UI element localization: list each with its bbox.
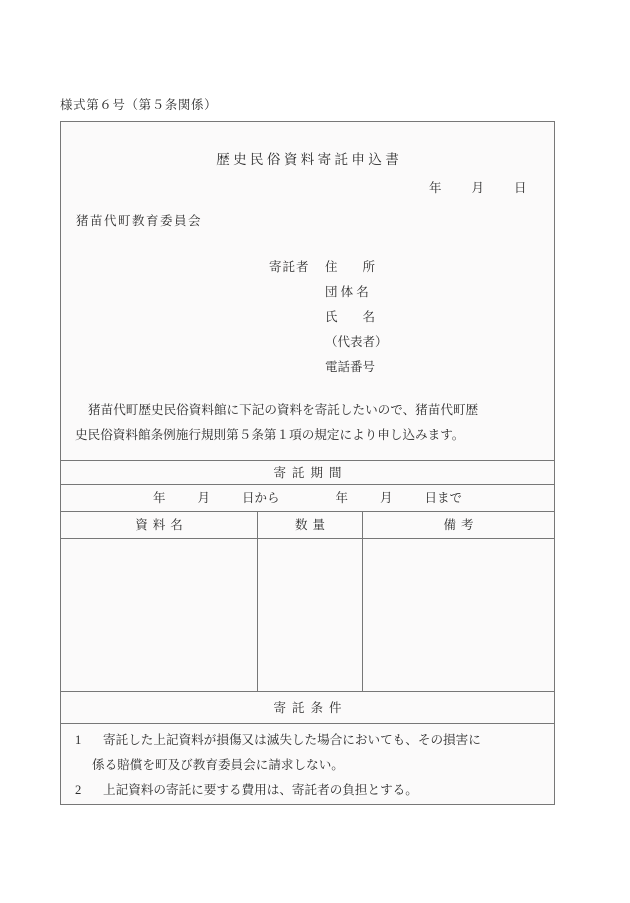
condition-item-1-line-1: [75, 728, 542, 753]
deposit-period-dates-row: [61, 484, 554, 511]
submission-date-line: [429, 178, 527, 196]
column-header-material-name: 資料名: [135, 518, 188, 532]
column-header-remarks: 備考: [362, 512, 554, 538]
depositor-field-address: 住 所: [325, 260, 376, 274]
entry-cell-material-name[interactable]: [61, 539, 257, 691]
date-month-label: 月: [471, 181, 485, 195]
period-from-year: 年: [152, 491, 166, 505]
period-to-month: 月: [380, 491, 393, 505]
depositor-row-representative: [269, 330, 411, 355]
condition-number-2: 2: [75, 783, 82, 797]
depositor-field-name: 氏 名: [325, 310, 376, 324]
page-title: 歴史民俗資料寄託申込書: [216, 152, 403, 167]
date-year-label: 年: [429, 181, 442, 195]
condition-number-1: 1: [75, 733, 82, 747]
deposit-conditions-body: [61, 723, 554, 805]
condition-item-2-line-1: [75, 778, 542, 803]
column-header-quantity: 数量: [257, 512, 362, 538]
condition-text-2a: 上記資料の寄託に要する費用は、寄託者の負担とする。: [103, 783, 418, 797]
period-to-day: 日まで: [424, 491, 463, 505]
condition-item-1-line-2: [75, 753, 542, 778]
date-day-label: 日: [514, 181, 527, 195]
depositor-field-representative: （代表者）: [325, 335, 388, 349]
application-form-box: [60, 121, 555, 805]
materials-table-entry-area: [61, 538, 554, 691]
depositor-label: 寄託者: [269, 260, 310, 274]
period-from-day: 日から: [241, 491, 280, 505]
depositor-row-organization: [269, 280, 411, 305]
deposit-conditions-header: 寄託条件: [61, 691, 554, 723]
condition-text-1a: 寄託した上記資料が損傷又は滅失した場合においても、その損害に: [103, 733, 481, 747]
depositor-row-phone: [269, 355, 411, 380]
addressee-label: 猪苗代町教育委員会: [76, 214, 203, 228]
form-header-area: [61, 122, 554, 460]
depositor-info-block: [269, 255, 411, 380]
form-number-label: 様式第６号（第５条関係）: [60, 98, 218, 112]
condition-text-1b: 係る賠償を町及び教育委員会に請求しない。: [92, 758, 344, 772]
depositor-field-organization: 団 体 名: [325, 285, 369, 299]
deposit-period-header: 寄託期間: [61, 460, 554, 484]
request-body-text: [75, 398, 542, 448]
period-to-year: 年: [335, 491, 349, 505]
depositor-row-address: [269, 255, 411, 280]
entry-cell-quantity[interactable]: [257, 539, 362, 691]
depositor-field-phone: 電話番号: [325, 360, 376, 374]
entry-cell-remarks[interactable]: [362, 539, 554, 691]
depositor-row-name: [269, 305, 411, 330]
materials-table-header-row: [61, 511, 554, 538]
period-from-month: 月: [197, 491, 210, 505]
request-body-line-2: 史民俗資料館条例施行規則第５条第１項の規定により申し込みます。: [75, 428, 465, 442]
request-body-line-1: 猪苗代町歴史民俗資料館に下記の資料を寄託したいので、猪苗代町歴: [88, 403, 479, 417]
